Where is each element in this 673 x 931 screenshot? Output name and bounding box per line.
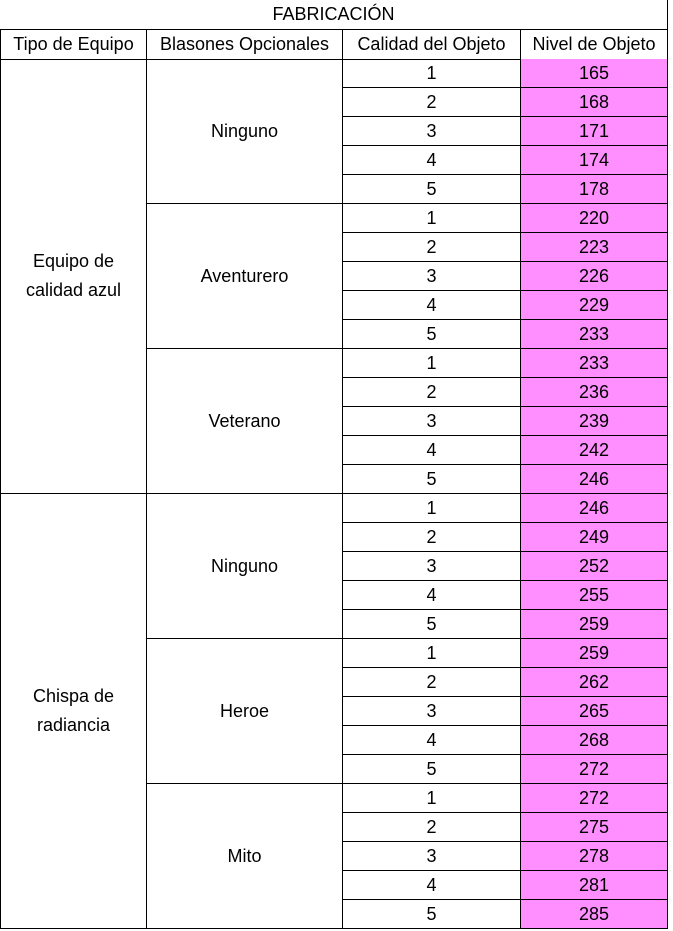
item-level-cell: 281 — [520, 871, 668, 900]
quality-cell: 4 — [342, 291, 520, 320]
item-level-cell: 178 — [520, 175, 668, 204]
blazon-cell: Ninguno — [146, 59, 342, 204]
quality-cell: 2 — [342, 523, 520, 552]
quality-cell: 3 — [342, 117, 520, 146]
item-level-cell: 262 — [520, 668, 668, 697]
quality-cell: 5 — [342, 175, 520, 204]
quality-cell: 5 — [342, 610, 520, 639]
quality-cell: 2 — [342, 378, 520, 407]
item-level-cell: 246 — [520, 465, 668, 494]
item-level-cell: 236 — [520, 378, 668, 407]
item-level-cell: 268 — [520, 726, 668, 755]
quality-cell: 5 — [342, 465, 520, 494]
quality-cell: 4 — [342, 436, 520, 465]
equipment-type-line: calidad azul — [25, 280, 122, 300]
quality-cell: 1 — [342, 59, 520, 88]
quality-cell: 3 — [342, 407, 520, 436]
blazon-cell: Mito — [146, 784, 342, 929]
item-level-cell: 278 — [520, 842, 668, 871]
equipment-type-cell — [0, 494, 146, 929]
blazon-cell: Ninguno — [146, 494, 342, 639]
item-level-cell: 249 — [520, 523, 668, 552]
item-level-cell: 259 — [520, 639, 668, 668]
item-level-cell: 171 — [520, 117, 668, 146]
item-level-cell: 259 — [520, 610, 668, 639]
quality-cell: 2 — [342, 668, 520, 697]
item-level-cell: 252 — [520, 552, 668, 581]
quality-cell: 1 — [342, 494, 520, 523]
quality-cell: 3 — [342, 262, 520, 291]
item-level-cell: 272 — [520, 755, 668, 784]
quality-cell: 1 — [342, 784, 520, 813]
equipment-type-line: radiancia — [36, 715, 111, 735]
item-level-cell: 285 — [520, 900, 668, 929]
quality-cell: 4 — [342, 871, 520, 900]
header-equipment-type: Tipo de Equipo — [0, 29, 146, 60]
quality-cell: 4 — [342, 581, 520, 610]
item-level-cell: 246 — [520, 494, 668, 523]
item-level-cell: 275 — [520, 813, 668, 842]
item-level-cell: 165 — [520, 59, 668, 88]
item-level-cell: 226 — [520, 262, 668, 291]
equipment-type-line: Chispa de — [32, 686, 115, 706]
quality-cell: 5 — [342, 755, 520, 784]
item-level-cell: 229 — [520, 291, 668, 320]
item-level-cell: 233 — [520, 320, 668, 349]
blazon-cell: Aventurero — [146, 204, 342, 349]
quality-cell: 1 — [342, 639, 520, 668]
equipment-type-label — [33, 682, 114, 740]
item-level-cell: 242 — [520, 436, 668, 465]
item-level-cell: 239 — [520, 407, 668, 436]
equipment-type-line: Equipo de — [32, 251, 115, 271]
blazon-cell: Heroe — [146, 639, 342, 784]
item-level-cell: 223 — [520, 233, 668, 262]
item-level-cell: 168 — [520, 88, 668, 117]
item-level-cell: 255 — [520, 581, 668, 610]
item-level-cell: 272 — [520, 784, 668, 813]
item-level-cell: 233 — [520, 349, 668, 378]
quality-cell: 2 — [342, 88, 520, 117]
table-title: FABRICACIÓN — [0, 0, 668, 29]
equipment-type-cell — [0, 59, 146, 494]
quality-cell: 4 — [342, 726, 520, 755]
quality-cell: 1 — [342, 349, 520, 378]
blazon-cell: Veterano — [146, 349, 342, 494]
quality-cell: 5 — [342, 900, 520, 929]
item-level-cell: 174 — [520, 146, 668, 175]
header-item-quality: Calidad del Objeto — [342, 29, 520, 60]
quality-cell: 3 — [342, 552, 520, 581]
header-optional-blazons: Blasones Opcionales — [146, 29, 342, 60]
quality-cell: 2 — [342, 813, 520, 842]
header-item-level: Nivel de Objeto — [520, 29, 668, 60]
equipment-type-label — [26, 247, 121, 305]
quality-cell: 2 — [342, 233, 520, 262]
quality-cell: 3 — [342, 697, 520, 726]
item-level-cell: 220 — [520, 204, 668, 233]
quality-cell: 1 — [342, 204, 520, 233]
quality-cell: 3 — [342, 842, 520, 871]
item-level-cell: 265 — [520, 697, 668, 726]
quality-cell: 5 — [342, 320, 520, 349]
quality-cell: 4 — [342, 146, 520, 175]
